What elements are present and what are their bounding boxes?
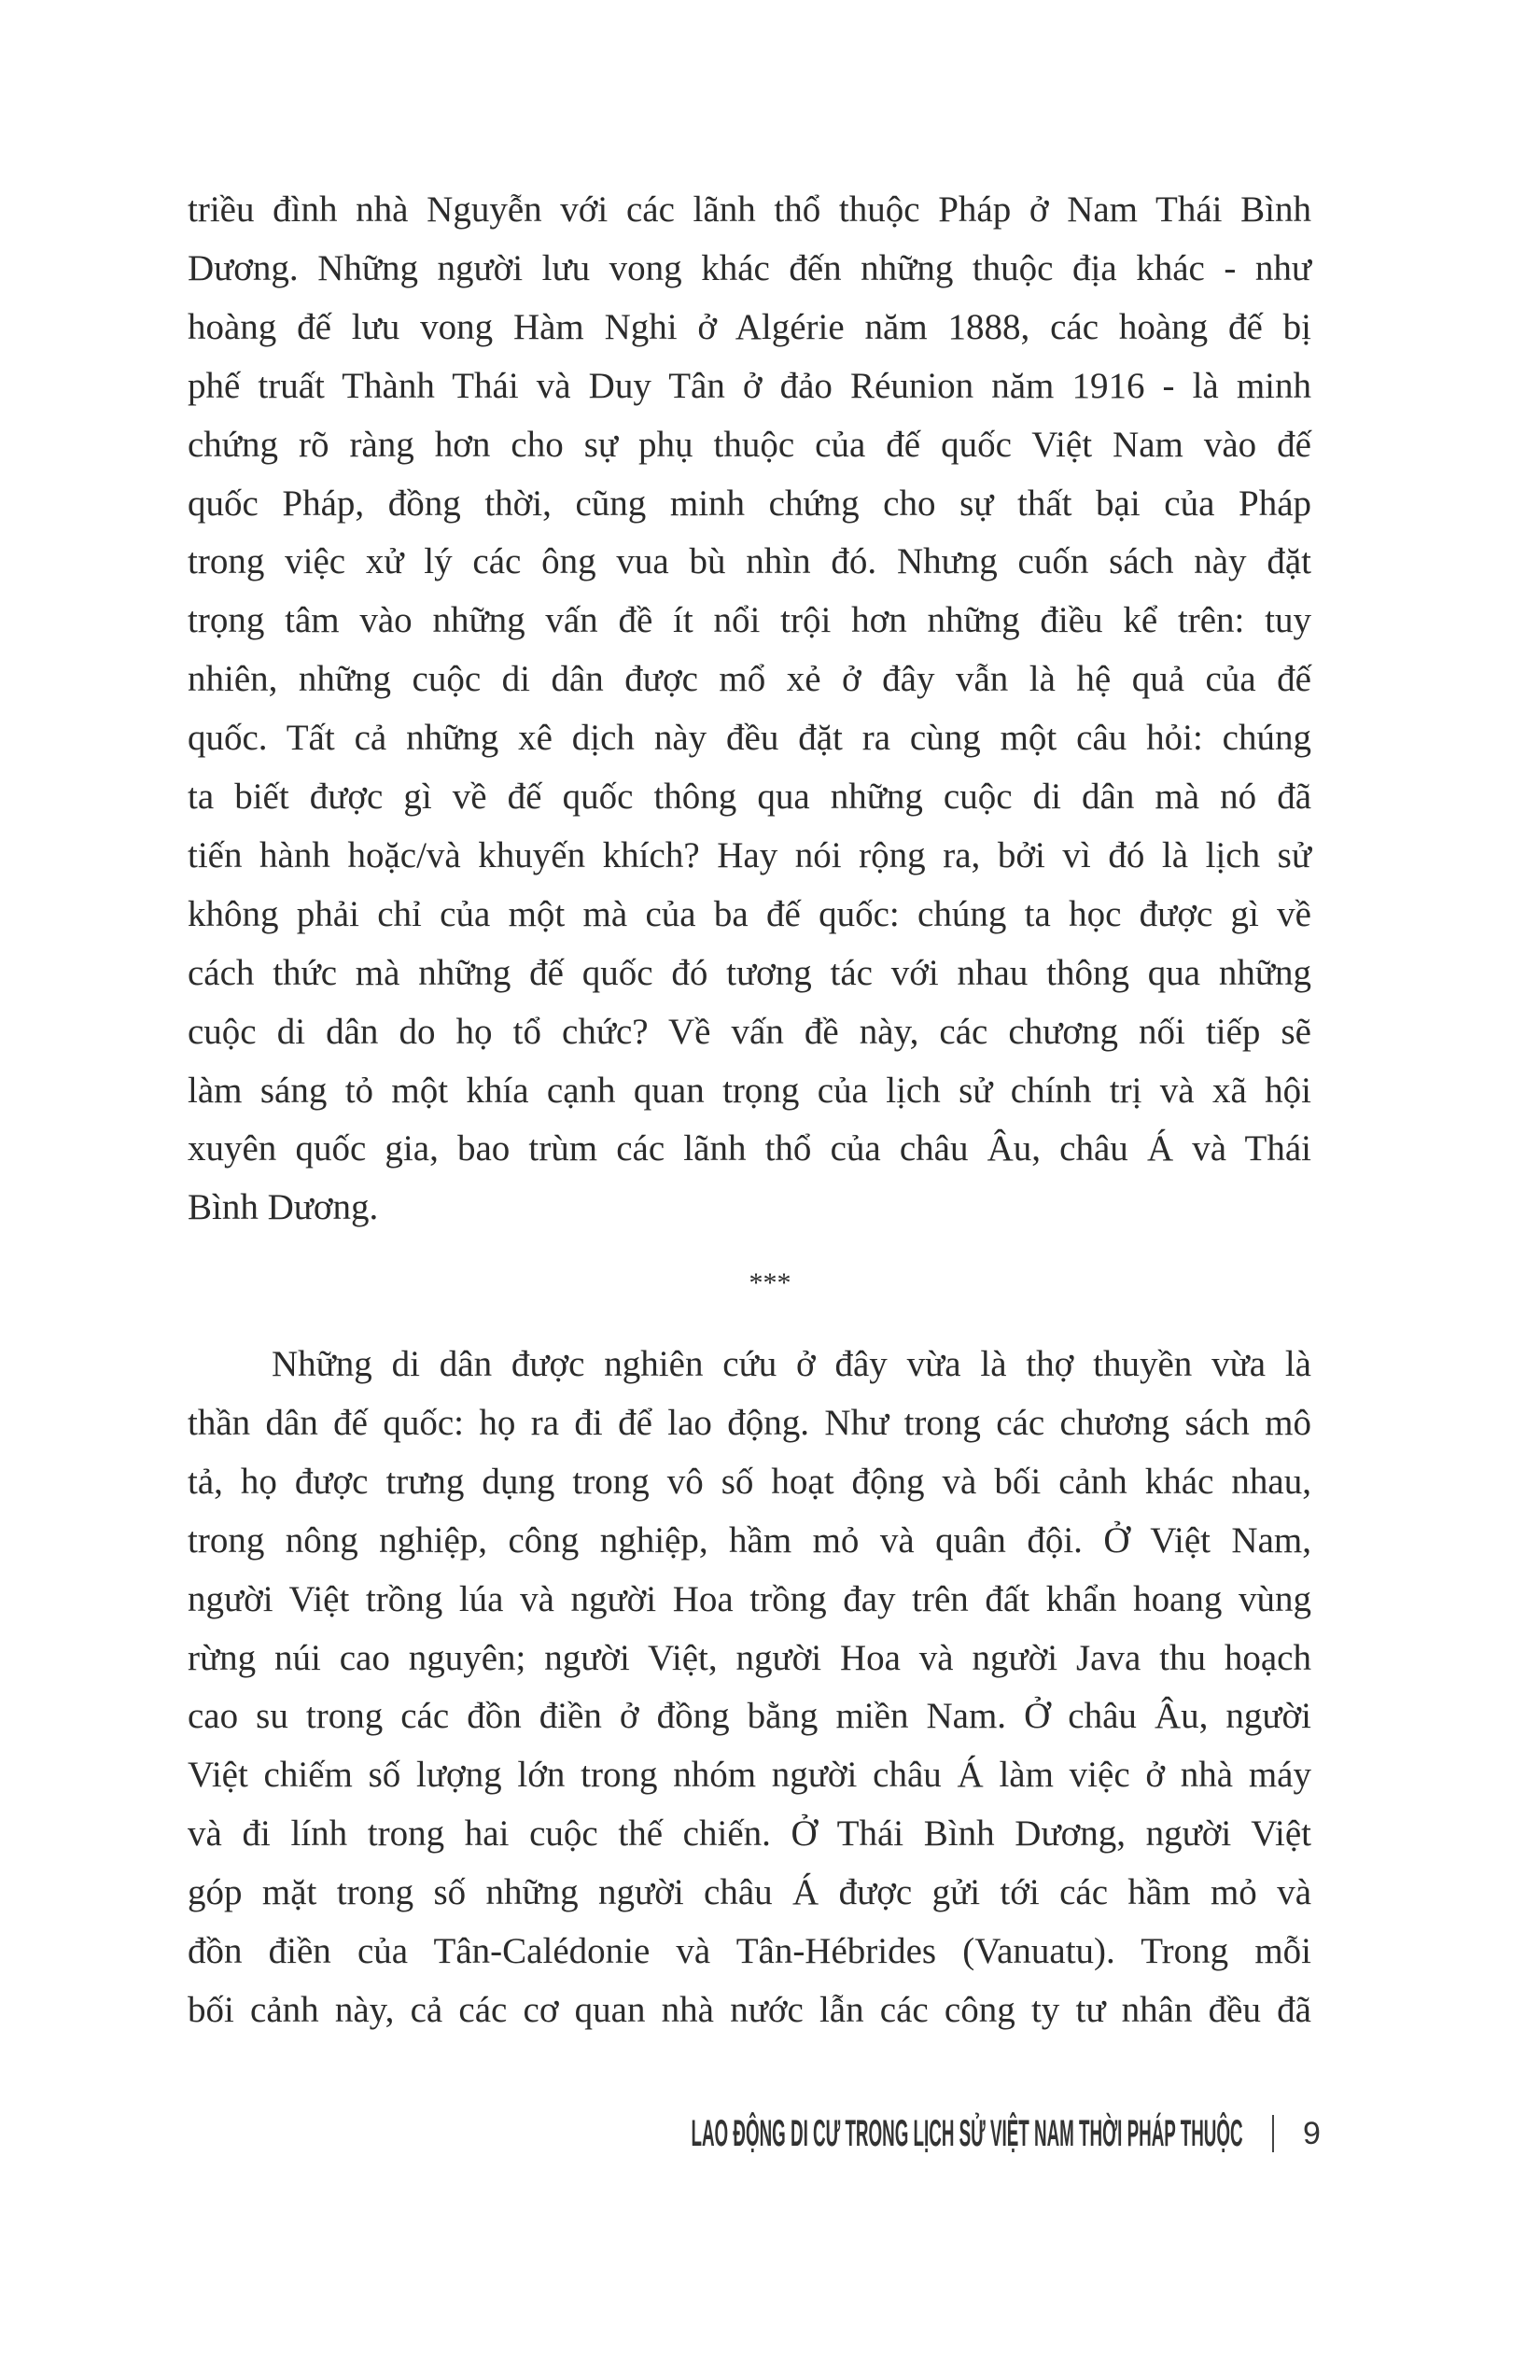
text-line: trong nông nghiệp, công nghiệp, hầm mỏ và quân đội. Ở Việt Nam, (188, 1519, 1311, 1561)
text-line: Những di dân được nghiên cứu ở đây vừa là thợ thuyền vừa là (272, 1344, 1311, 1384)
text-line: quốc Pháp, đồng thời, cũng minh chứng cho sự thất bại của Pháp (188, 483, 1311, 524)
text-line: cao su trong các đồn điền ở đồng bằng miền Nam. Ở châu Âu, người (188, 1696, 1311, 1737)
text-line: cuộc di dân do họ tổ chức? Về vấn đề này, các chương nối tiếp sẽ (188, 1011, 1311, 1052)
text-line: góp mặt trong số những người châu Á được gửi tới các hầm mỏ và (188, 1872, 1311, 1913)
text-line: Dương. Những người lưu vong khác đến những thuộc địa khác - như (188, 247, 1311, 288)
text-line: người Việt trồng lúa và người Hoa trồng đay trên đất khẩn hoang vùng (188, 1578, 1311, 1619)
text-line: xuyên quốc gia, bao trùm các lãnh thổ của châu Âu, châu Á và Thái (188, 1128, 1311, 1169)
footer-divider (1272, 2115, 1274, 2152)
text-line: tiến hành hoặc/và khuyến khích? Hay nói rộng ra, bởi vì đó là lịch sử (188, 834, 1311, 875)
text-line: chứng rõ ràng hơn cho sự phụ thuộc của đế quốc Việt Nam vào đế (188, 424, 1311, 465)
text-line: đồn điền của Tân-Calédonie và Tân-Hébrides (Vanuatu). Trong mỗi (188, 1931, 1311, 1971)
text-line: và đi lính trong hai cuộc thế chiến. Ở Thái Bình Dương, người Việt (188, 1813, 1311, 1855)
text-line: trọng tâm vào những vấn đề ít nổi trội hơn những điều kể trên: tuy (188, 600, 1311, 641)
text-line: thần dân đế quốc: họ ra đi để lao động. Như trong các chương sách mô (188, 1402, 1311, 1443)
text-line: Bình Dương. (188, 1187, 379, 1228)
text-line: rừng núi cao nguyên; người Việt, người Hoa và người Java thu hoạch (188, 1637, 1311, 1678)
text-line: hoàng đế lưu vong Hàm Nghi ở Algérie năm 1888, các hoàng đế bị (188, 306, 1311, 347)
text-line: tả, họ được trưng dụng trong vô số hoạt động và bối cảnh khác nhau, (188, 1461, 1311, 1502)
running-title: LAO ĐỘNG DI CƯ TRONG LỊCH SỬ VIỆT NAM THỜI PHÁP THUỘC (691, 2113, 1243, 2154)
text-line: ta biết được gì về đế quốc thông qua những cuộc di dân mà nó đã (188, 777, 1311, 817)
text-line: phế truất Thành Thái và Duy Tân ở đảo Réunion năm 1916 - là minh (188, 365, 1311, 406)
text-line: triều đình nhà Nguyễn với các lãnh thổ thuộc Pháp ở Nam Thái Bình (188, 189, 1311, 230)
text-line: bối cảnh này, cả các cơ quan nhà nước lẫn các công ty tư nhân đều đã (188, 1989, 1311, 2030)
text-line: quốc. Tất cả những xê dịch này đều đặt ra cùng một câu hỏi: chúng (188, 718, 1311, 759)
text-line: nhiên, những cuộc di dân được mổ xẻ ở đây vẫn là hệ quả của đế (188, 659, 1311, 700)
text-line: làm sáng tỏ một khía cạnh quan trọng của lịch sử chính trị và xã hội (188, 1070, 1311, 1111)
text-line: cách thức mà những đế quốc đó tương tác với nhau thông qua những (188, 952, 1311, 993)
text-line: không phải chỉ của một mà của ba đế quốc: chúng ta học được gì về (188, 893, 1311, 934)
text-line: trong việc xử lý các ông vua bù nhìn đó. Nhưng cuốn sách này đặt (188, 541, 1311, 582)
text-line: Việt chiếm số lượng lớn trong nhóm người châu Á làm việc ở nhà máy (188, 1755, 1311, 1796)
page-number: 9 (1303, 2116, 1321, 2151)
section-separator: *** (749, 1267, 791, 1298)
